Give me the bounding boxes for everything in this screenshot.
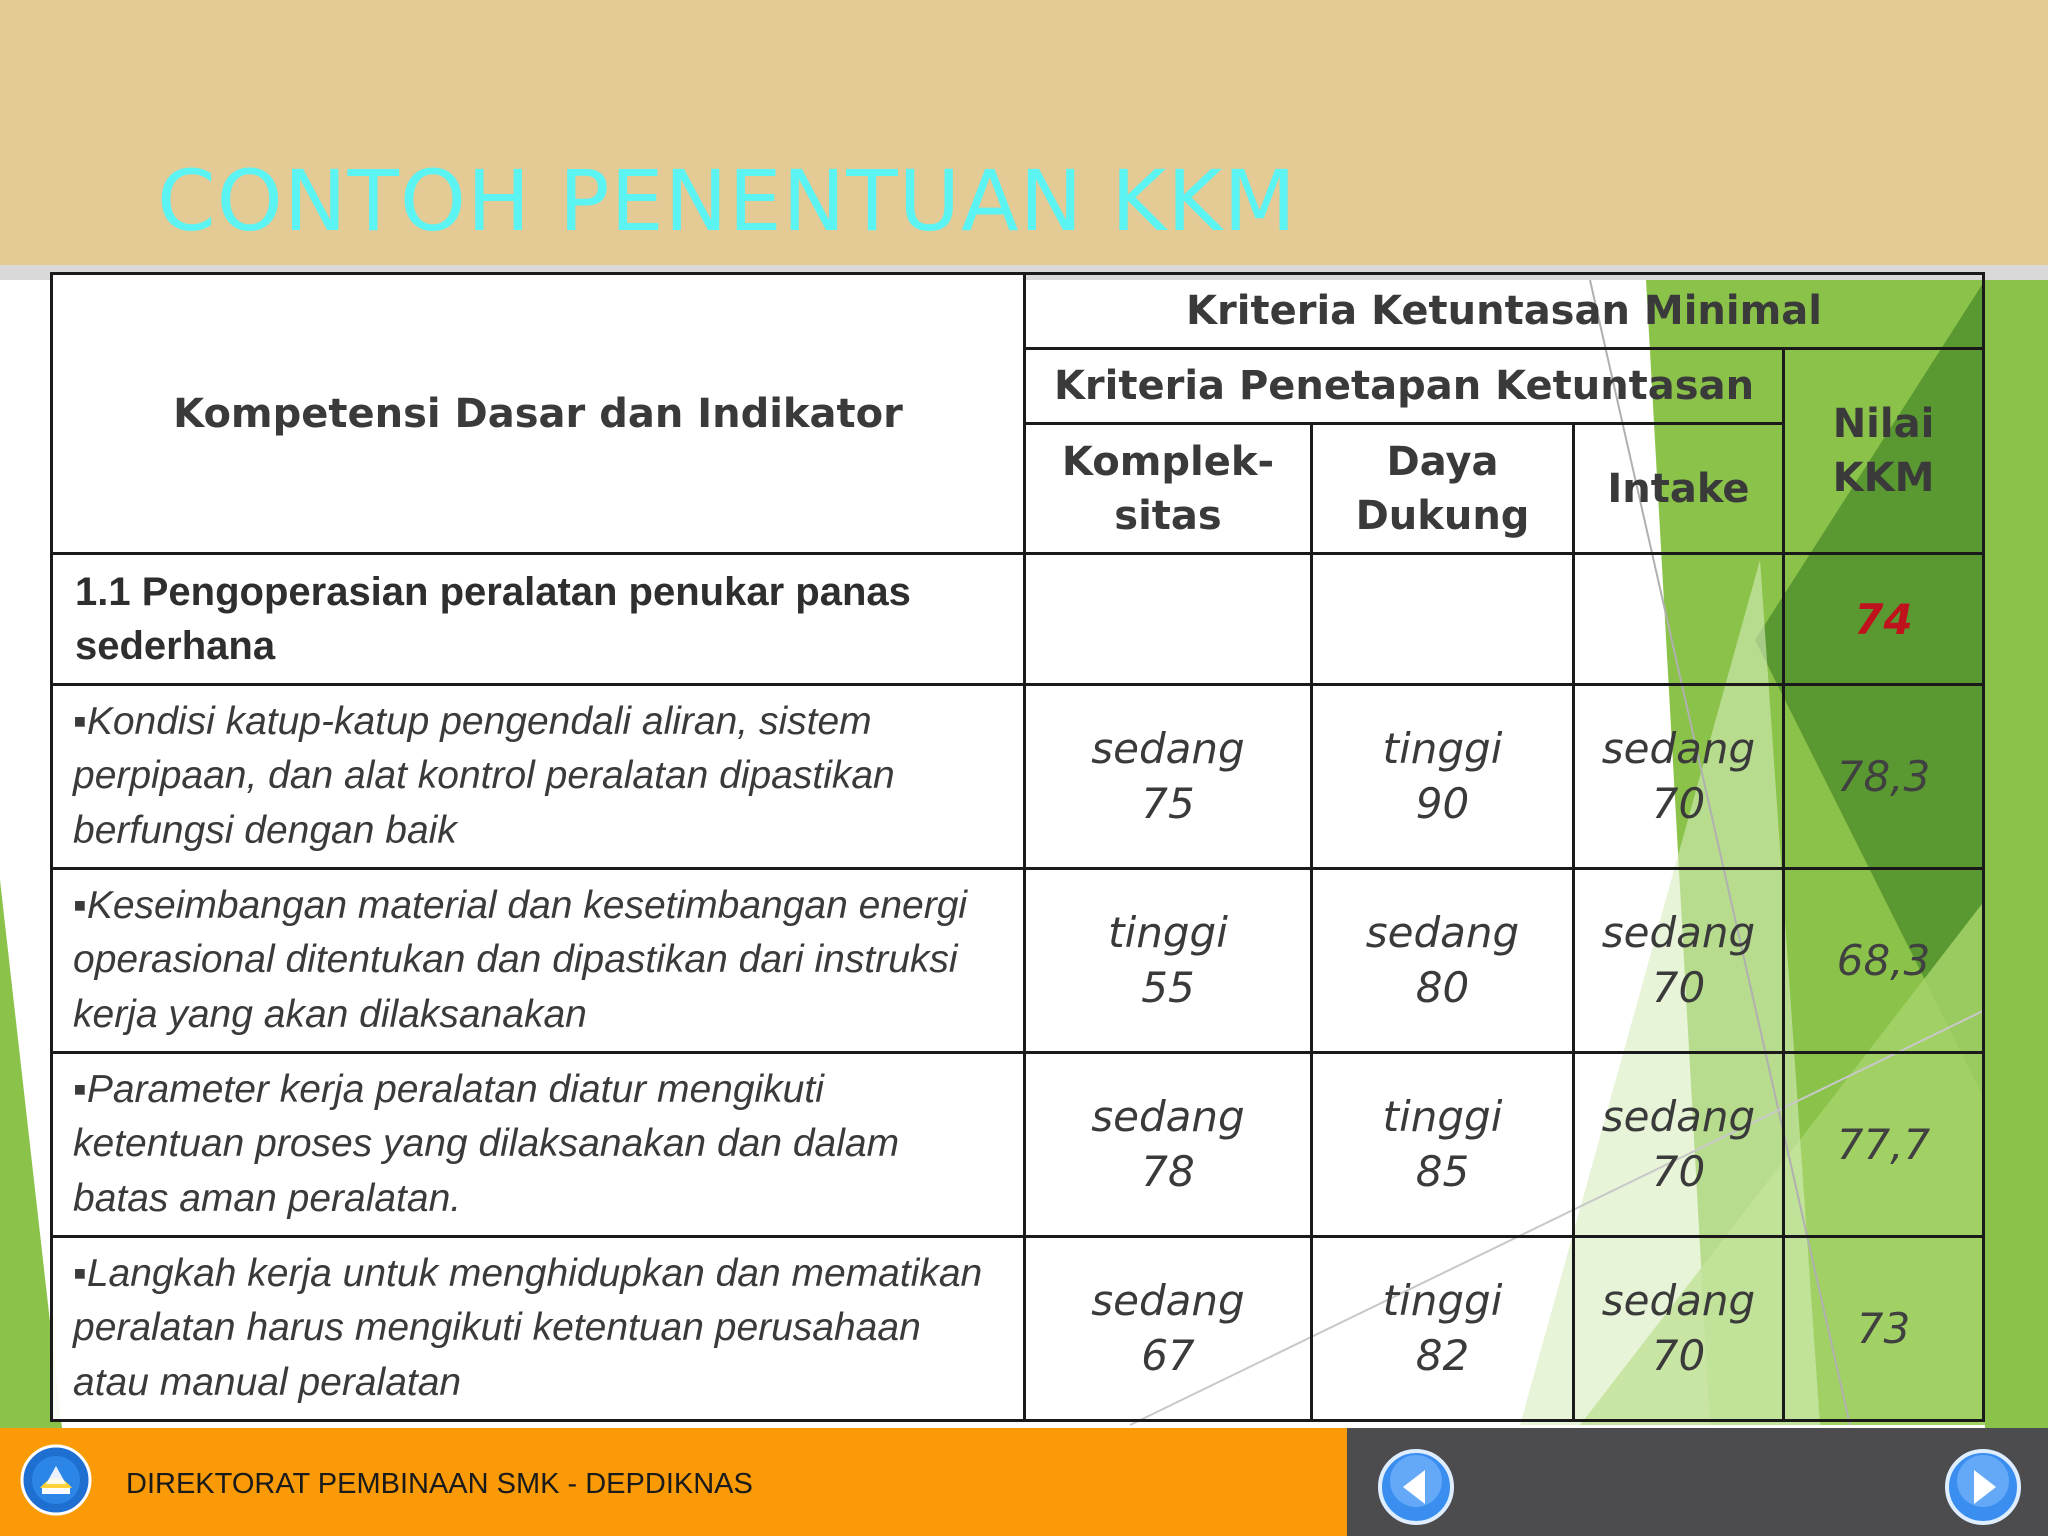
intake-level: sedang xyxy=(1601,1275,1756,1325)
kompleksitas-score: 67 xyxy=(1141,1330,1195,1380)
daya-dukung-score: 82 xyxy=(1415,1330,1470,1380)
daya-dukung-score: 80 xyxy=(1415,962,1470,1012)
intake-score: 70 xyxy=(1651,778,1706,828)
indicator-text: ▪Kondisi katup-katup pengendali aliran, sistem perpipaan, dan alat kontrol peralatan dipastikan berfungsi dengan baik xyxy=(52,685,1025,869)
nilai-kkm-cell: 78,3 xyxy=(1784,685,1984,869)
daya-dukung-cell xyxy=(1312,1237,1574,1421)
intake-level: sedang xyxy=(1601,723,1756,773)
header-daya-dukung: Daya Dukung xyxy=(1312,424,1574,554)
footer-text: DIREKTORAT PEMBINAAN SMK - DEPDIKNAS xyxy=(126,1468,753,1500)
indicator-text: ▪Langkah kerja untuk menghidupkan dan mematikan peralatan harus mengikuti ketentuan perusahaan atau manual peralatan xyxy=(52,1237,1025,1421)
intake-score: 70 xyxy=(1651,962,1706,1012)
daya-dukung-score: 90 xyxy=(1415,778,1470,828)
kkm-table xyxy=(50,272,1985,1422)
kompleksitas-score: 78 xyxy=(1141,1146,1195,1196)
daya-dukung-cell xyxy=(1312,869,1574,1053)
kd-kompleksitas-empty xyxy=(1025,554,1312,685)
kd-row xyxy=(52,554,1984,685)
intake-level: sedang xyxy=(1601,1091,1756,1141)
kompleksitas-level: sedang xyxy=(1091,1091,1245,1141)
table-row xyxy=(52,685,1984,869)
nilai-kkm-cell: 77,7 xyxy=(1784,1053,1984,1237)
header-nilai-kkm: Nilai KKM xyxy=(1784,349,1984,554)
intake-cell xyxy=(1574,1237,1784,1421)
table-row xyxy=(52,869,1984,1053)
kompleksitas-cell xyxy=(1025,1053,1312,1237)
footer-bar xyxy=(0,1428,2048,1536)
arrow-left-icon[interactable] xyxy=(1377,1448,1455,1526)
nilai-kkm-cell: 73 xyxy=(1784,1237,1984,1421)
intake-cell xyxy=(1574,685,1784,869)
daya-dukung-level: sedang xyxy=(1365,907,1520,957)
header-kompetensi-dasar: Kompetensi Dasar dan Indikator xyxy=(52,274,1025,554)
intake-cell xyxy=(1574,869,1784,1053)
kompleksitas-cell xyxy=(1025,685,1312,869)
kd-label: 1.1 Pengoperasian peralatan penukar panas sederhana xyxy=(52,554,1025,685)
indicator-text: ▪Keseimbangan material dan kesetimbangan energi operasional ditentukan dan dipastikan dari instruksi kerja yang akan dilaksanakan xyxy=(52,869,1025,1053)
kompleksitas-level: tinggi xyxy=(1108,907,1228,957)
slide-title: CONTOH PENENTUAN KKM xyxy=(157,152,1297,250)
daya-dukung-cell xyxy=(1312,685,1574,869)
header-kriteria-penetapan: Kriteria Penetapan Ketuntasan xyxy=(1025,349,1784,424)
kompleksitas-cell xyxy=(1025,869,1312,1053)
daya-dukung-level: tinggi xyxy=(1382,1275,1503,1325)
daya-dukung-cell xyxy=(1312,1053,1574,1237)
kompleksitas-level: sedang xyxy=(1091,723,1245,773)
daya-dukung-level: tinggi xyxy=(1382,1091,1503,1141)
indicator-text: ▪Parameter kerja peralatan diatur mengikuti ketentuan proses yang dilaksanakan dan dalam batas aman peralatan. xyxy=(52,1053,1025,1237)
header-kompleksitas: Komplek- sitas xyxy=(1025,424,1312,554)
kd-nilai-kkm: 74 xyxy=(1784,554,1984,685)
tut-wuri-handayani-logo-icon xyxy=(20,1444,92,1516)
daya-dukung-score: 85 xyxy=(1415,1146,1470,1196)
edge-green-strip xyxy=(1985,280,2048,1428)
kompleksitas-score: 55 xyxy=(1141,962,1195,1012)
header-intake: Intake xyxy=(1574,424,1784,554)
intake-score: 70 xyxy=(1651,1146,1706,1196)
kd-intake-empty xyxy=(1574,554,1784,685)
daya-dukung-level: tinggi xyxy=(1382,723,1503,773)
kompleksitas-cell xyxy=(1025,1237,1312,1421)
intake-score: 70 xyxy=(1651,1330,1706,1380)
kd-daya-dukung-empty xyxy=(1312,554,1574,685)
arrow-right-icon[interactable] xyxy=(1944,1448,2022,1526)
table-row xyxy=(52,1053,1984,1237)
intake-cell xyxy=(1574,1053,1784,1237)
header-kriteria-ketuntasan-minimal: Kriteria Ketuntasan Minimal xyxy=(1025,274,1984,349)
table-row xyxy=(52,1237,1984,1421)
intake-level: sedang xyxy=(1601,907,1756,957)
kompleksitas-score: 75 xyxy=(1141,778,1195,828)
kompleksitas-level: sedang xyxy=(1091,1275,1245,1325)
nilai-kkm-cell: 68,3 xyxy=(1784,869,1984,1053)
